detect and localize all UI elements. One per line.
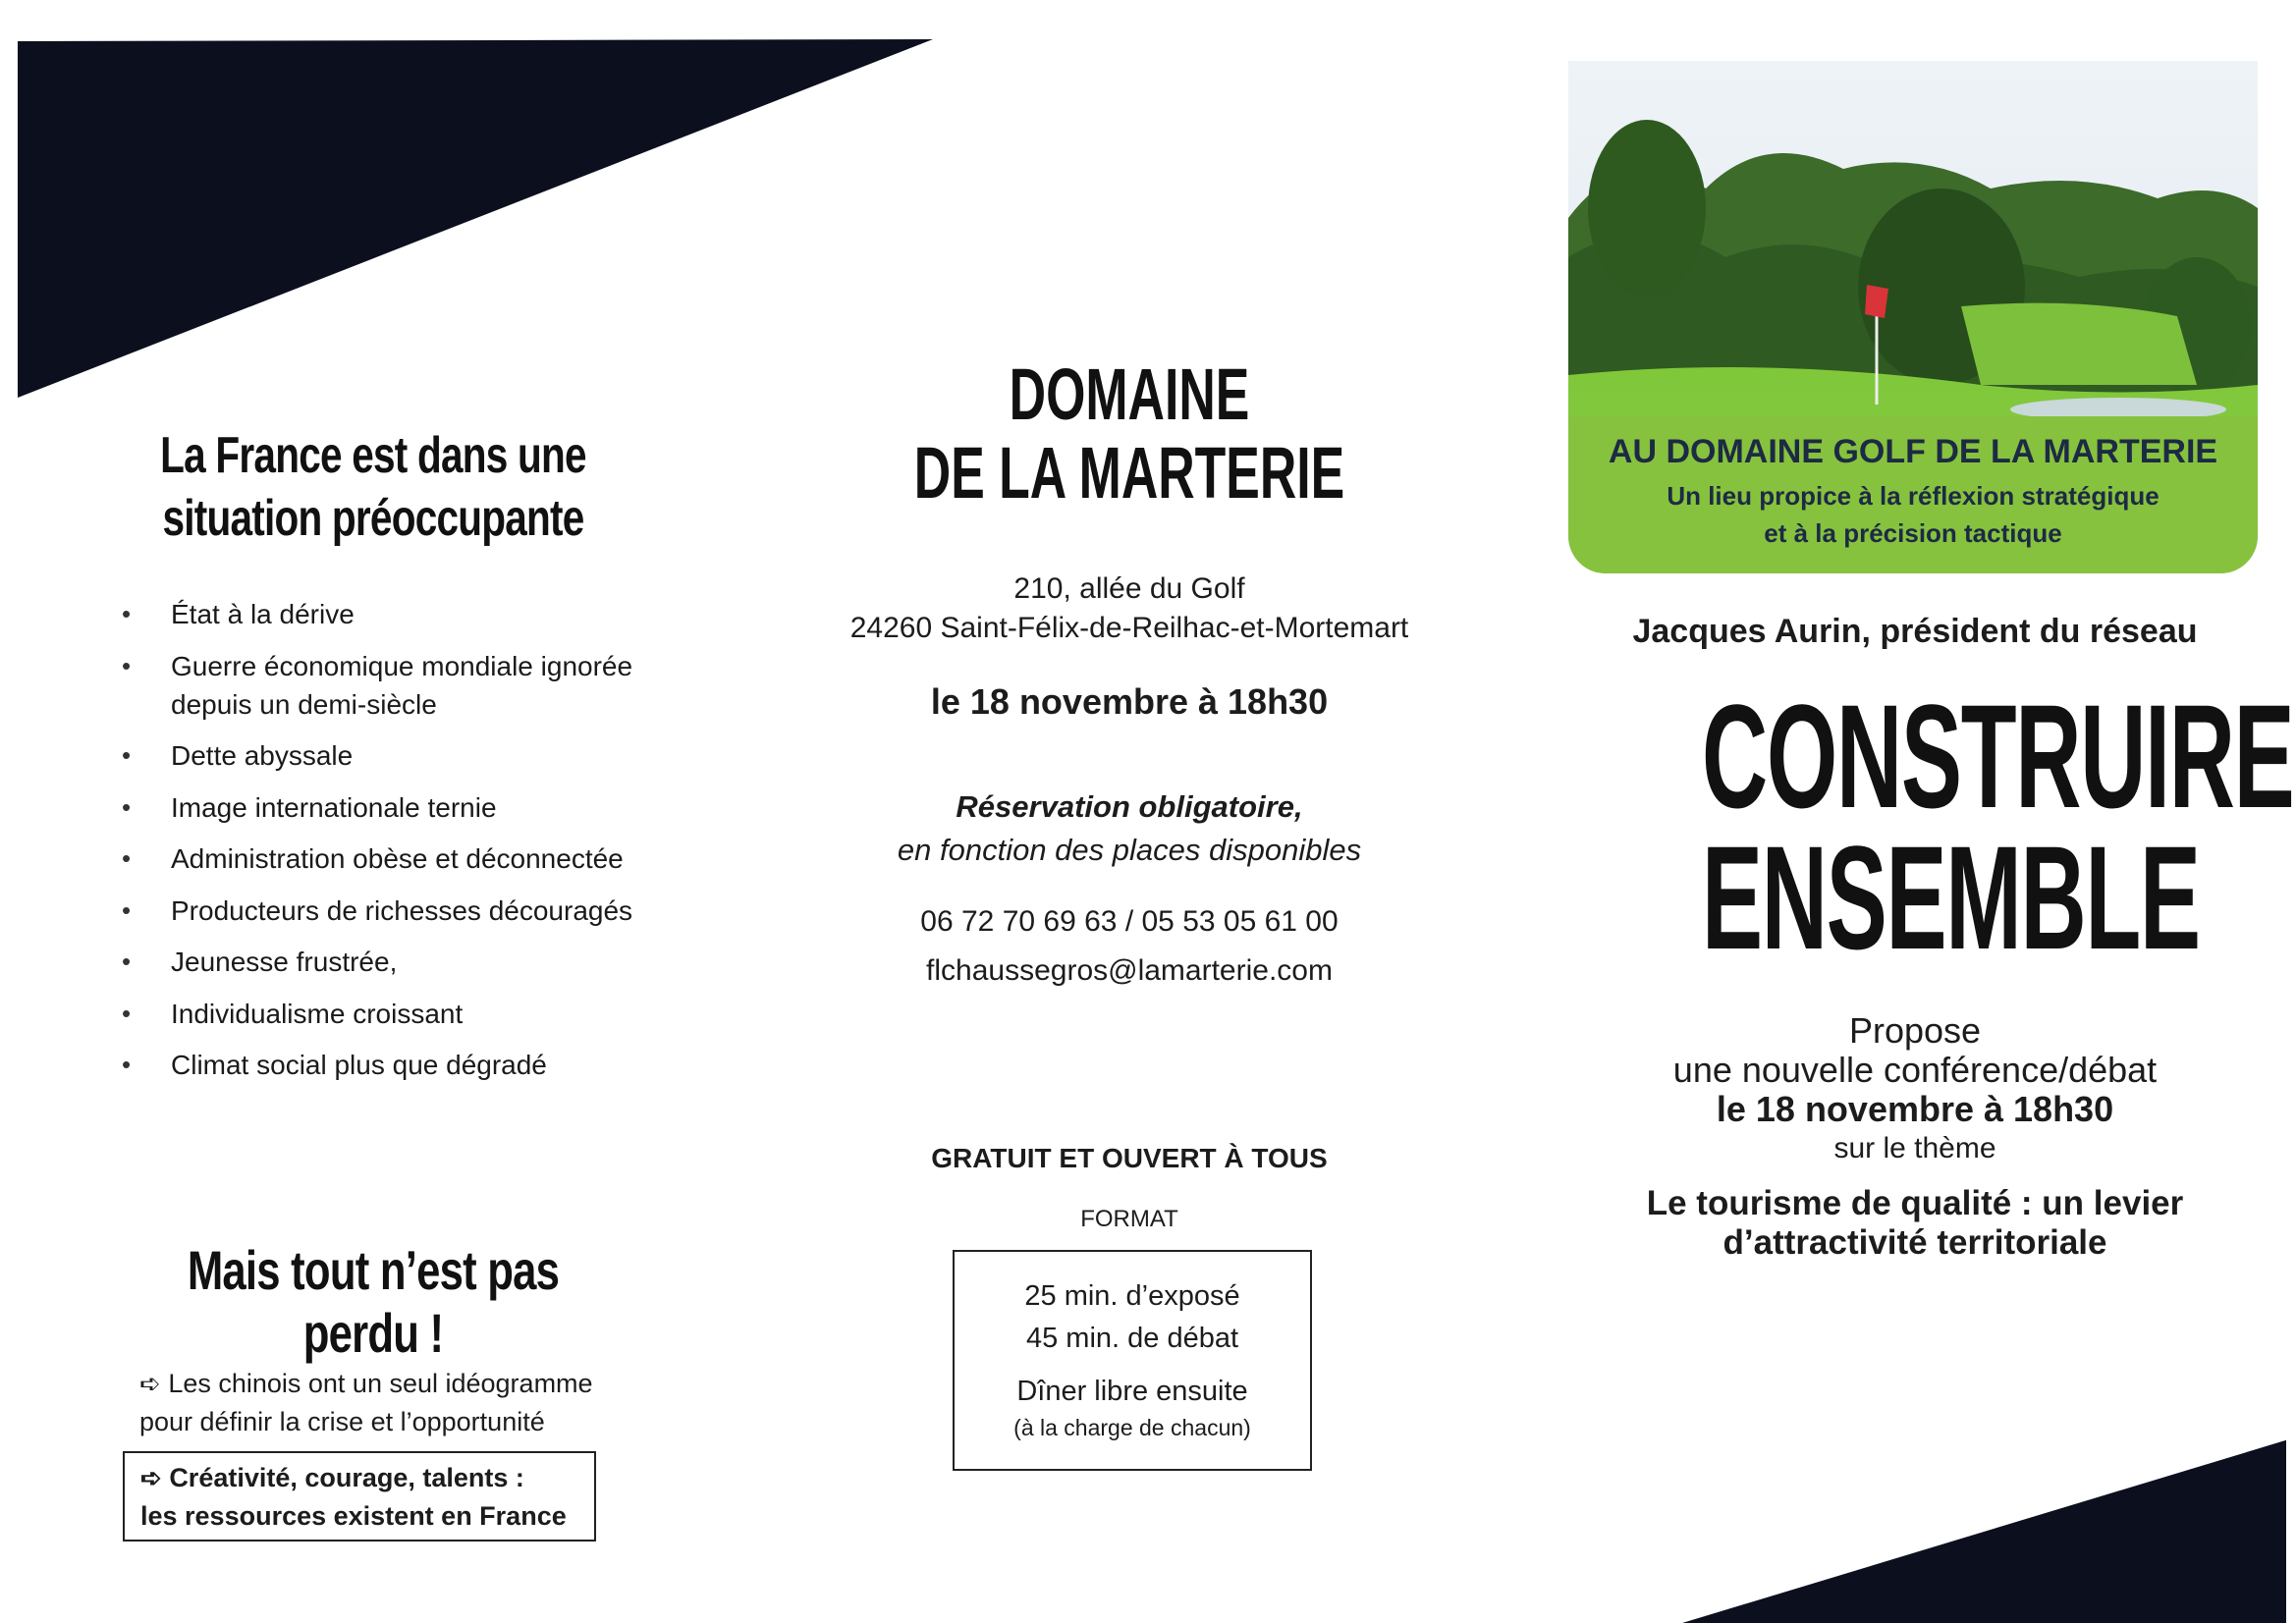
list-item: • Jeunesse frustrée,	[118, 943, 668, 981]
left-heading-line-2: situation préoccupante	[162, 490, 584, 547]
format-label: FORMAT	[1080, 1206, 1178, 1232]
golf-photo	[1568, 61, 2258, 573]
problem-list	[118, 595, 668, 1098]
address-city: 24260 Saint-Félix-de-Reilhac-et-Mortemart	[849, 612, 1409, 644]
bottom-right-triangle	[1532, 1208, 2296, 1623]
photo-caption-title: AU DOMAINE GOLF DE LA MARTERIE	[1608, 433, 2218, 470]
arrow-right-icon: ➪	[139, 1369, 161, 1398]
resources-line-2: les ressources existent en France	[140, 1501, 567, 1531]
free-admission-label: GRATUIT ET OUVERT À TOUS	[931, 1143, 1328, 1173]
resources-box	[123, 1451, 596, 1542]
venue-title	[909, 355, 1349, 513]
crisis-note-line-1: Les chinois ont un seul idéogramme	[168, 1369, 593, 1398]
event-announcement	[1571, 1011, 2259, 1168]
conference-text: une nouvelle conférence/débat	[1672, 1050, 2158, 1090]
photo-caption-line-1: Un lieu propice à la réflexion stratégique	[1667, 481, 2159, 511]
resources-line-1: Créativité, courage, talents :	[169, 1463, 524, 1492]
arrow-right-icon: ➪	[140, 1463, 162, 1492]
format-dinner: Dîner libre ensuite	[1016, 1376, 1248, 1407]
list-item: • Guerre économique mondiale ignorée depuis un demi-siècle	[118, 647, 668, 724]
format-debate: 45 min. de débat	[1025, 1323, 1239, 1354]
reservation-required: Réservation obligatoire,	[956, 789, 1303, 824]
list-item: • Administration obèse et déconnectée	[118, 839, 668, 878]
theme	[1571, 1184, 2259, 1263]
list-item: • Producteurs de richesses découragés	[118, 892, 668, 930]
list-item: • Dette abyssale	[118, 736, 668, 775]
email-link[interactable]: flchaussegros@lamarterie.com	[926, 954, 1333, 987]
reservation-note: en fonction des places disponibles	[897, 833, 1362, 867]
presenter: Jacques Aurin, président du réseau	[1632, 613, 2198, 650]
list-item: • Individualisme croissant	[118, 995, 668, 1033]
theme-line-2: d’attractivité territoriale	[1722, 1223, 2107, 1262]
photo-caption-line-2: et à la précision tactique	[1764, 518, 2062, 548]
propose-text: Propose	[1848, 1010, 1982, 1051]
main-title-line-1: CONSTRUIRE	[1702, 674, 2294, 839]
left-heading-line-1: La France est dans une	[160, 427, 586, 484]
phone-numbers: 06 72 70 69 63 / 05 53 05 61 00	[920, 905, 1339, 938]
main-title	[1702, 674, 2294, 980]
list-item: • État à la dérive	[118, 595, 668, 633]
photo-caption	[1568, 430, 2258, 552]
reservation-info	[815, 785, 1444, 872]
venue-title-line-2: DE LA MARTERIE	[913, 432, 1345, 514]
format-dinner-note: (à la charge de chacun)	[1013, 1415, 1251, 1440]
theme-intro: sur le thème	[1833, 1132, 1996, 1164]
top-left-triangle	[0, 0, 943, 412]
theme-line-1: Le tourisme de qualité : un levier	[1646, 1184, 2184, 1222]
address-street: 210, allée du Golf	[1013, 572, 1245, 605]
crisis-note	[139, 1365, 650, 1441]
event-date-right: le 18 novembre à 18h30	[1716, 1089, 2114, 1129]
list-item: • Climat social plus que dégradé	[118, 1046, 668, 1084]
venue-address	[815, 569, 1444, 648]
list-item: • Image internationale ternie	[118, 788, 668, 827]
left-heading	[159, 424, 588, 550]
format-box	[953, 1250, 1312, 1471]
left-subheading: Mais tout n’est pas perdu !	[187, 1239, 560, 1364]
format-talk: 25 min. d’exposé	[1024, 1280, 1240, 1312]
main-title-line-2: ENSEMBLE	[1702, 815, 2200, 980]
contact-info	[815, 897, 1444, 996]
venue-title-line-1: DOMAINE	[1009, 353, 1250, 435]
crisis-note-line-2: pour définir la crise et l’opportunité	[139, 1407, 545, 1436]
event-date: le 18 novembre à 18h30	[930, 681, 1329, 722]
